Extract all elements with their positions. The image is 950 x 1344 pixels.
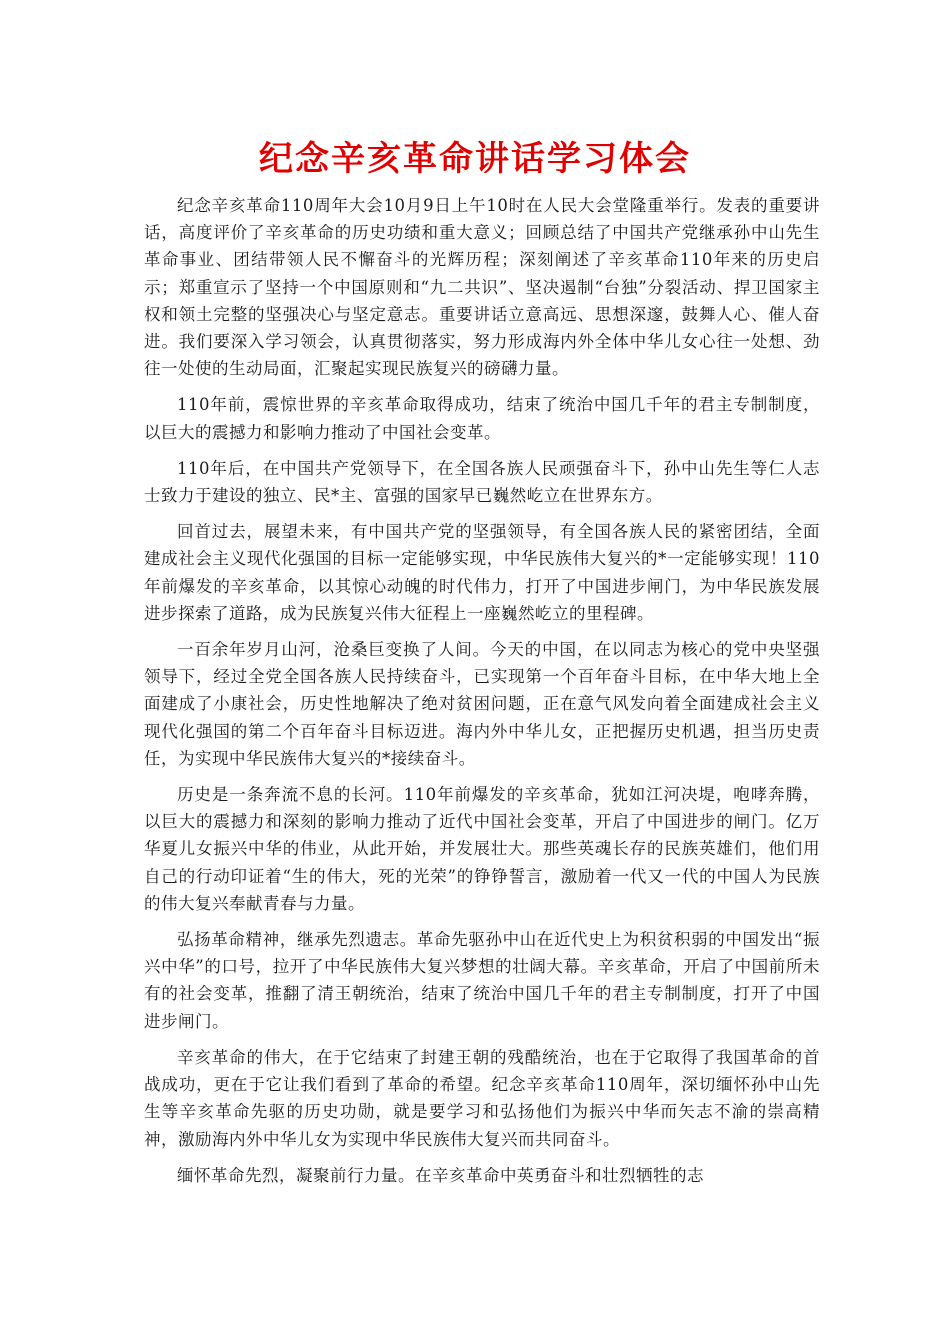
paragraph: 回首过去，展望未来，有中国共产党的坚强领导，有全国各族人民的紧密团结，全面建成社会主义现代化强国的目标一定能够实现，中华民族伟大复兴的*一定能够实现！110年前爆发的辛亥革命，以其惊心动魄的时代伟力，打开了中国进步闸门，为中华民族发展进步探索了道路，成为民族复兴伟大征程上一座巍然屹立的里程碑。 [144,522,820,623]
paragraph: 历史是一条奔流不息的长河。110年前爆发的辛亥革命，犹如江河决堤，咆哮奔腾，以巨大的震撼力和深刻的影响力推动了近代中国社会变革，开启了中国进步的闸门。亿万华夏儿女振兴中华的伟业，从此开始，并发展壮大。那些英魂长存的民族英雄们，他们用自己的行动印证着“生的伟大，死的光荣”的铮铮誓言，激励着一代又一代的中国人为民族的伟大复兴奉献青春与力量。 [144,785,820,913]
paragraph: 110年后，在中国共产党领导下，在全国各族人民顽强奋斗下，孙中山先生等仁人志士致力于建设的独立、民*主、富强的国家早已巍然屹立在世界东方。 [144,458,820,506]
paragraph: 缅怀革命先烈，凝聚前行力量。在辛亥革命中英勇奋斗和壮烈牺牲的志 [177,1165,704,1185]
paragraph: 纪念辛亥革命110周年大会10月9日上午10时在人民大会堂隆重举行。发表的重要讲话，高度评价了辛亥革命的历史功绩和重大意义；回顾总结了中国共产党继承孙中山先生革命事业、团结带领人民不懈奋斗的光辉历程；深刻阐述了辛亥革命110年来的历史启示；郑重宣示了坚持一个中国原则和“九二共识”、坚决遏制“台独”分裂活动、捍卫国家主权和领土完整的坚强决心与坚定意志。重要讲话立意高远、思想深邃，鼓舞人心、催人奋进。我们要深入学习领会，认真贯彻落实，努力形成海内外全体中华儿女心往一处想、劲往一处使的生动局面，汇聚起实现民族复兴的磅礴力量。 [144,196,820,379]
paragraph: 110年前，震惊世界的辛亥革命取得成功，结束了统治中国几千年的君主专制制度，以巨大的震撼力和影响力推动了中国社会变革。 [144,395,820,442]
paragraph: 一百余年岁月山河，沧桑巨变换了人间。今天的中国，在以同志为核心的党中央坚强领导下，经过全党全国各族人民持续奋斗，已实现第一个百年奋斗目标，在中华大地上全面建成了小康社会，历史性地解决了绝对贫困问题，正在意气风发向着全面建成社会主义现代化强国的第二个百年奋斗目标迈进。海内外中华儿女，正把握历史机遇，担当历史责任，为实现中华民族伟大复兴的*接续奋斗。 [144,640,820,768]
document-title: 纪念辛亥革命讲话学习体会 [259,139,691,179]
document-body [144,192,820,1198]
paragraph: 辛亥革命的伟大，在于它结束了封建王朝的残酷统治，也在于它取得了我国革命的首战成功，更在于它让我们看到了革命的希望。纪念辛亥革命110周年，深切缅怀孙中山先生等辛亥革命先驱的历史功勋，就是要学习和弘扬他们为振兴中华而矢志不渝的崇高精神，激励海内外中华儿女为实现中华民族伟大复兴而共同奋斗。 [144,1047,820,1149]
paragraph: 弘扬革命精神，继承先烈遗志。革命先驱孙中山在近代史上为积贫积弱的中国发出“振兴中华”的口号，拉开了中华民族伟大复兴梦想的壮阔大幕。辛亥革命，开启了中国前所未有的社会变革，推翻了清王朝统治，结束了统治中国几千年的君主专制制度，打开了中国进步闸门。 [144,930,820,1031]
